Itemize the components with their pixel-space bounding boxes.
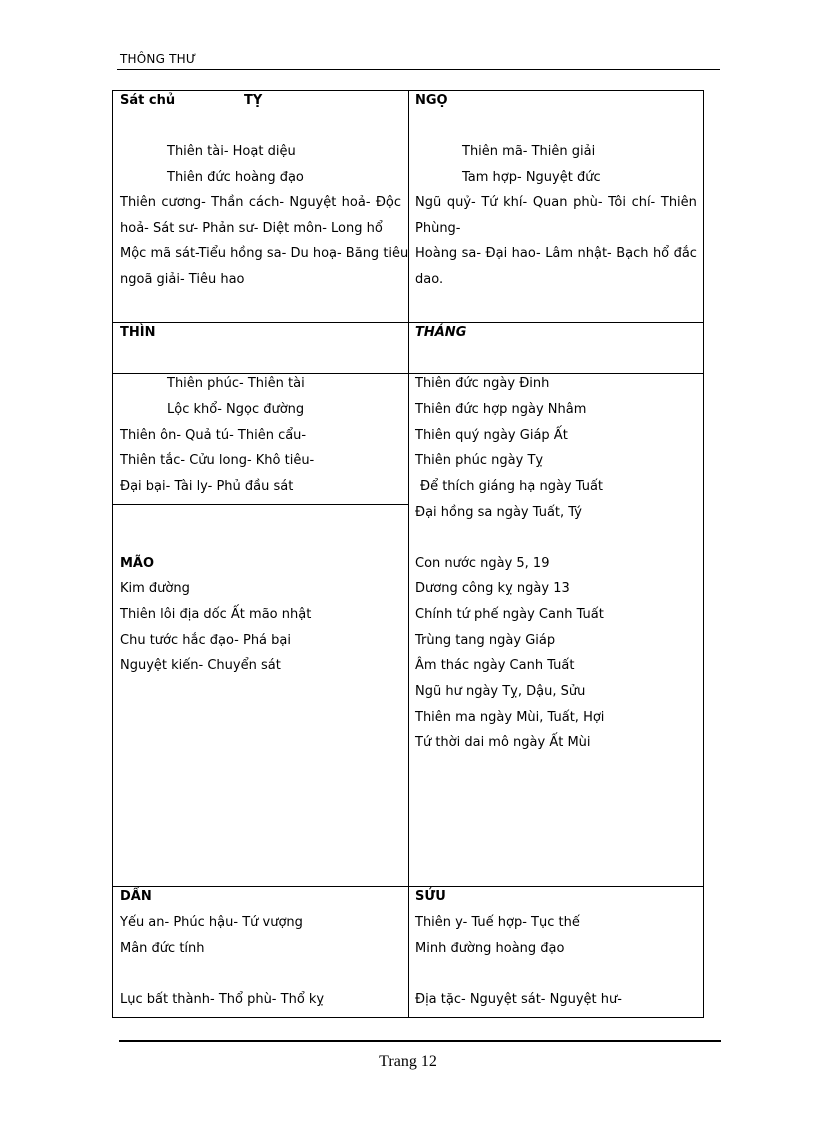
cell-line: Chu tước hắc đạo- Phá bại — [120, 633, 291, 648]
cell-line: Phùng- — [415, 221, 461, 236]
cell-line: Thiên mã- Thiên giải — [462, 144, 596, 159]
cell-line: Thiên lôi địa dốc Ất mão nhật — [120, 607, 312, 622]
word: Thần — [211, 195, 244, 210]
cell-line: Đại hồng sa ngày Tuất, Tý — [415, 505, 582, 520]
cell-line: Lộc khổ- Ngọc đường — [167, 402, 305, 417]
word: Thiên — [120, 195, 157, 210]
cell-line: Thiên tắc- Cửu long- Khô tiêu- — [120, 453, 315, 468]
table-row-line-3 — [112, 504, 408, 505]
cell-line: Minh đường hoàng đạo — [415, 941, 565, 956]
word: Thiên — [660, 195, 697, 210]
word: nhật- — [577, 246, 612, 261]
cell-line: Mân đức tính — [120, 941, 205, 956]
cell-title: NGỌ — [415, 93, 448, 108]
word: cách- — [248, 195, 285, 210]
word: Tứ — [481, 195, 498, 210]
word: Bạch — [616, 246, 649, 261]
cell-line: Thiên ôn- Quả tú- Thiên cẩu- — [120, 428, 307, 443]
table-divider-middle — [408, 90, 409, 1018]
table-border-right — [703, 90, 704, 1018]
cell-line — [415, 195, 697, 211]
word: khí- — [503, 195, 528, 210]
cell-line: Thiên đức hoàng đạo — [167, 170, 304, 185]
word: sa- — [461, 246, 482, 261]
running-header: THÔNG THƯ — [120, 52, 197, 66]
word: Lâm — [545, 246, 574, 261]
word: phù- — [573, 195, 603, 210]
word: Tôi — [608, 195, 626, 210]
header-rule — [117, 69, 720, 70]
word: chí- — [631, 195, 656, 210]
cell-line: Yếu an- Phúc hậu- Tứ vượng — [120, 915, 303, 930]
word: Quan — [532, 195, 568, 210]
table-border-bottom — [112, 1017, 704, 1018]
cell-title: THÌN — [120, 325, 156, 340]
cell-line — [415, 246, 697, 262]
cell-line: Thiên y- Tuế hợp- Tục thế — [415, 915, 580, 930]
word: Đại — [485, 246, 508, 261]
word: đắc — [673, 246, 697, 261]
cell-line: Tam hợp- Nguyệt đức — [462, 170, 601, 185]
cell-line: Thiên đức hợp ngày Nhâm — [415, 402, 587, 417]
word: cương- — [161, 195, 206, 210]
table-border-top — [112, 90, 704, 91]
table-border-left — [112, 90, 113, 1018]
table-row-line-2 — [112, 373, 704, 374]
cell-title: THÁNG — [415, 325, 467, 340]
word: hoả- — [341, 195, 371, 210]
cell-line: Địa tặc- Nguyệt sát- Nguyệt hư- — [415, 992, 622, 1007]
cell-line: Chính tứ phế ngày Canh Tuất — [415, 607, 604, 622]
cell-line: Kim đường — [120, 581, 190, 596]
cell-line: Nguyệt kiến- Chuyển sát — [120, 658, 281, 673]
cell-title: TỴ — [244, 93, 263, 108]
cell-line: Thiên ma ngày Mùi, Tuất, Hợi — [415, 710, 605, 725]
word: Độc — [375, 195, 401, 210]
cell-line: Tứ thời dai mô ngày Ất Mùi — [415, 735, 591, 750]
cell-line: Thiên quý ngày Giáp Ất — [415, 428, 568, 443]
cell-title: DẦN — [120, 889, 152, 904]
cell-line: Thiên đức ngày Đinh — [415, 376, 550, 391]
cell-line: Mộc mã sát-Tiểu hồng sa- Du hoạ- Băng tiêu — [120, 246, 409, 261]
cell-title: SỬU — [415, 889, 446, 904]
cell-line: ngoã giải- Tiêu hao — [120, 272, 245, 287]
cell-line: Để thích giáng hạ ngày Tuất — [420, 479, 604, 494]
cell-line: Dương công kỵ ngày 13 — [415, 581, 570, 596]
cell-line: Con nước ngày 5, 19 — [415, 556, 550, 571]
cell-line: dao. — [415, 272, 444, 287]
word: Nguyệt — [289, 195, 337, 210]
word: hao- — [511, 246, 541, 261]
cell-line: Đại bại- Tài ly- Phủ đầu sát — [120, 479, 294, 494]
cell-line: Trùng tang ngày Giáp — [415, 633, 556, 648]
cell-line: Thiên phúc ngày Tỵ — [415, 453, 544, 468]
table-row-line-4 — [112, 886, 704, 887]
cell-line: Thiên tài- Hoạt diệu — [167, 144, 296, 159]
footer-rule — [119, 1040, 721, 1042]
cell-line: hoả- Sát sư- Phản sư- Diệt môn- Long hổ — [120, 221, 383, 236]
cell-line: Ngũ hư ngày Tỵ, Dậu, Sửu — [415, 684, 586, 699]
word: quỷ- — [446, 195, 476, 210]
word: hổ — [652, 246, 670, 261]
cell-line — [120, 195, 401, 211]
cell-label: Sát chủ — [120, 93, 176, 108]
cell-title: MÃO — [120, 556, 155, 571]
page-number: Trang 12 — [379, 1053, 437, 1070]
cell-line: Lục bất thành- Thổ phù- Thổ kỵ — [120, 992, 325, 1007]
cell-line: Thiên phúc- Thiên tài — [167, 376, 305, 391]
table-row-line-1 — [112, 322, 704, 323]
word: Ngũ — [415, 195, 442, 210]
word: Hoàng — [415, 246, 458, 261]
cell-line: Âm thác ngày Canh Tuất — [415, 658, 575, 673]
